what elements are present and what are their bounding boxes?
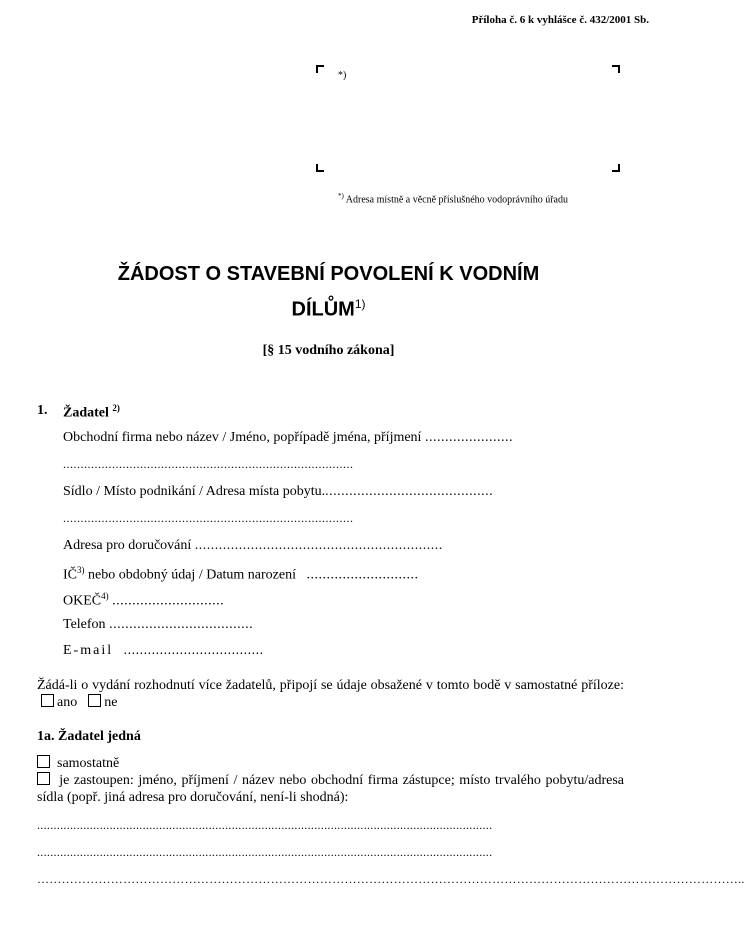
option-independent-label: samostatně: [57, 756, 120, 771]
ic-label: IČ: [63, 567, 77, 583]
okec-label: OKEČ: [63, 593, 102, 609]
page-title-line2: [0, 297, 657, 322]
section1a-heading-text: Žadatel jedná: [58, 729, 141, 744]
company-label: Obchodní firma nebo název / Jméno, popřípadě jména, příjmení: [63, 430, 422, 445]
annex-reference: Příloha č. 6 k vyhlášce č. 432/2001 Sb.: [471, 14, 649, 26]
phone-field[interactable]: [63, 617, 253, 633]
option-represented-label: je zastoupen: jméno, příjmení / název nebo obchodní firma zástupce; místo trvalého pobytu/adresa sídla (popř. jiná adresa pro doručování, není-li shodná):: [37, 773, 625, 805]
delivery-dots: ..............................................................: [194, 538, 443, 553]
section1-heading-footnote: 2): [112, 403, 120, 413]
company-dots-line2[interactable]: ...................................................................................: [63, 457, 354, 471]
section1a-number: 1a.: [37, 729, 55, 744]
ic-dots: ............................: [306, 567, 419, 583]
section1-heading-text: Žadatel: [63, 405, 109, 421]
seat-dots-line2[interactable]: ...................................................................................: [63, 511, 354, 525]
company-field[interactable]: [63, 430, 513, 446]
email-label: E-mail: [63, 643, 114, 658]
email-field[interactable]: [63, 643, 264, 659]
multi-applicant-note: [37, 677, 624, 711]
address-footnote-marker: *): [338, 192, 344, 200]
phone-label: Telefon: [63, 617, 106, 632]
seat-label: Sídlo / Místo podnikání / Adresa místa pobytu.: [63, 484, 326, 499]
legal-reference: [§ 15 vodního zákona]: [262, 343, 395, 358]
company-dots: ......................: [424, 430, 513, 445]
checkbox-no-label: ne: [104, 695, 118, 710]
phone-dots: ....................................: [109, 617, 254, 632]
ic-label-rest: nebo obdobný údaj / Datum narození: [88, 567, 297, 583]
delivery-address-field[interactable]: [63, 538, 443, 554]
option-represented[interactable]: [37, 772, 624, 806]
checkbox-yes-label: ano: [57, 695, 78, 710]
section1-heading: [63, 403, 120, 422]
address-footnote: [338, 192, 568, 205]
seat-dots: ..........................................: [325, 484, 494, 499]
representative-dotline-2[interactable]: ..........................................................................................................................................: [37, 845, 493, 859]
corner-mark-bottom-left: [316, 164, 324, 172]
checkbox-independent[interactable]: [37, 755, 50, 768]
title-footnote: 1): [354, 297, 366, 311]
page-title-line2-text: DÍLŮM: [291, 298, 355, 321]
ic-footnote: 3): [77, 565, 85, 575]
representative-dotline-3[interactable]: ………………………………………………………………………………………………………………………………………………………..: [37, 872, 745, 886]
representative-dotline-1[interactable]: ..........................................................................................................................................: [37, 818, 493, 832]
okec-field[interactable]: [63, 591, 224, 610]
corner-mark-bottom-right: [612, 164, 620, 172]
okec-dots: ............................: [112, 593, 225, 609]
multi-applicant-text: Žádá-li o vydání rozhodnutí více žadatelů, připojí se údaje obsažené v tomto bodě v samostatné příloze:: [37, 678, 624, 693]
checkbox-represented[interactable]: [37, 772, 50, 785]
option-independent[interactable]: [37, 755, 119, 772]
checkbox-no[interactable]: [88, 694, 101, 707]
email-dots: ...................................: [123, 643, 264, 658]
address-star-label: *): [338, 70, 347, 81]
page-title-line1: ŽÁDOST O STAVEBNÍ POVOLENÍ K VODNÍM: [117, 263, 540, 285]
address-footnote-text: Adresa místně a věcně příslušného vodoprávního úřadu: [345, 194, 568, 206]
delivery-label: Adresa pro doručování: [63, 538, 192, 553]
okec-footnote: 4): [101, 591, 109, 601]
seat-field[interactable]: [63, 484, 493, 500]
corner-mark-top-left: [316, 65, 324, 73]
ic-field[interactable]: [63, 565, 419, 584]
corner-mark-top-right: [612, 65, 620, 73]
section1a-heading: [37, 729, 141, 745]
section1-number: 1.: [37, 403, 48, 418]
checkbox-yes[interactable]: [41, 694, 54, 707]
